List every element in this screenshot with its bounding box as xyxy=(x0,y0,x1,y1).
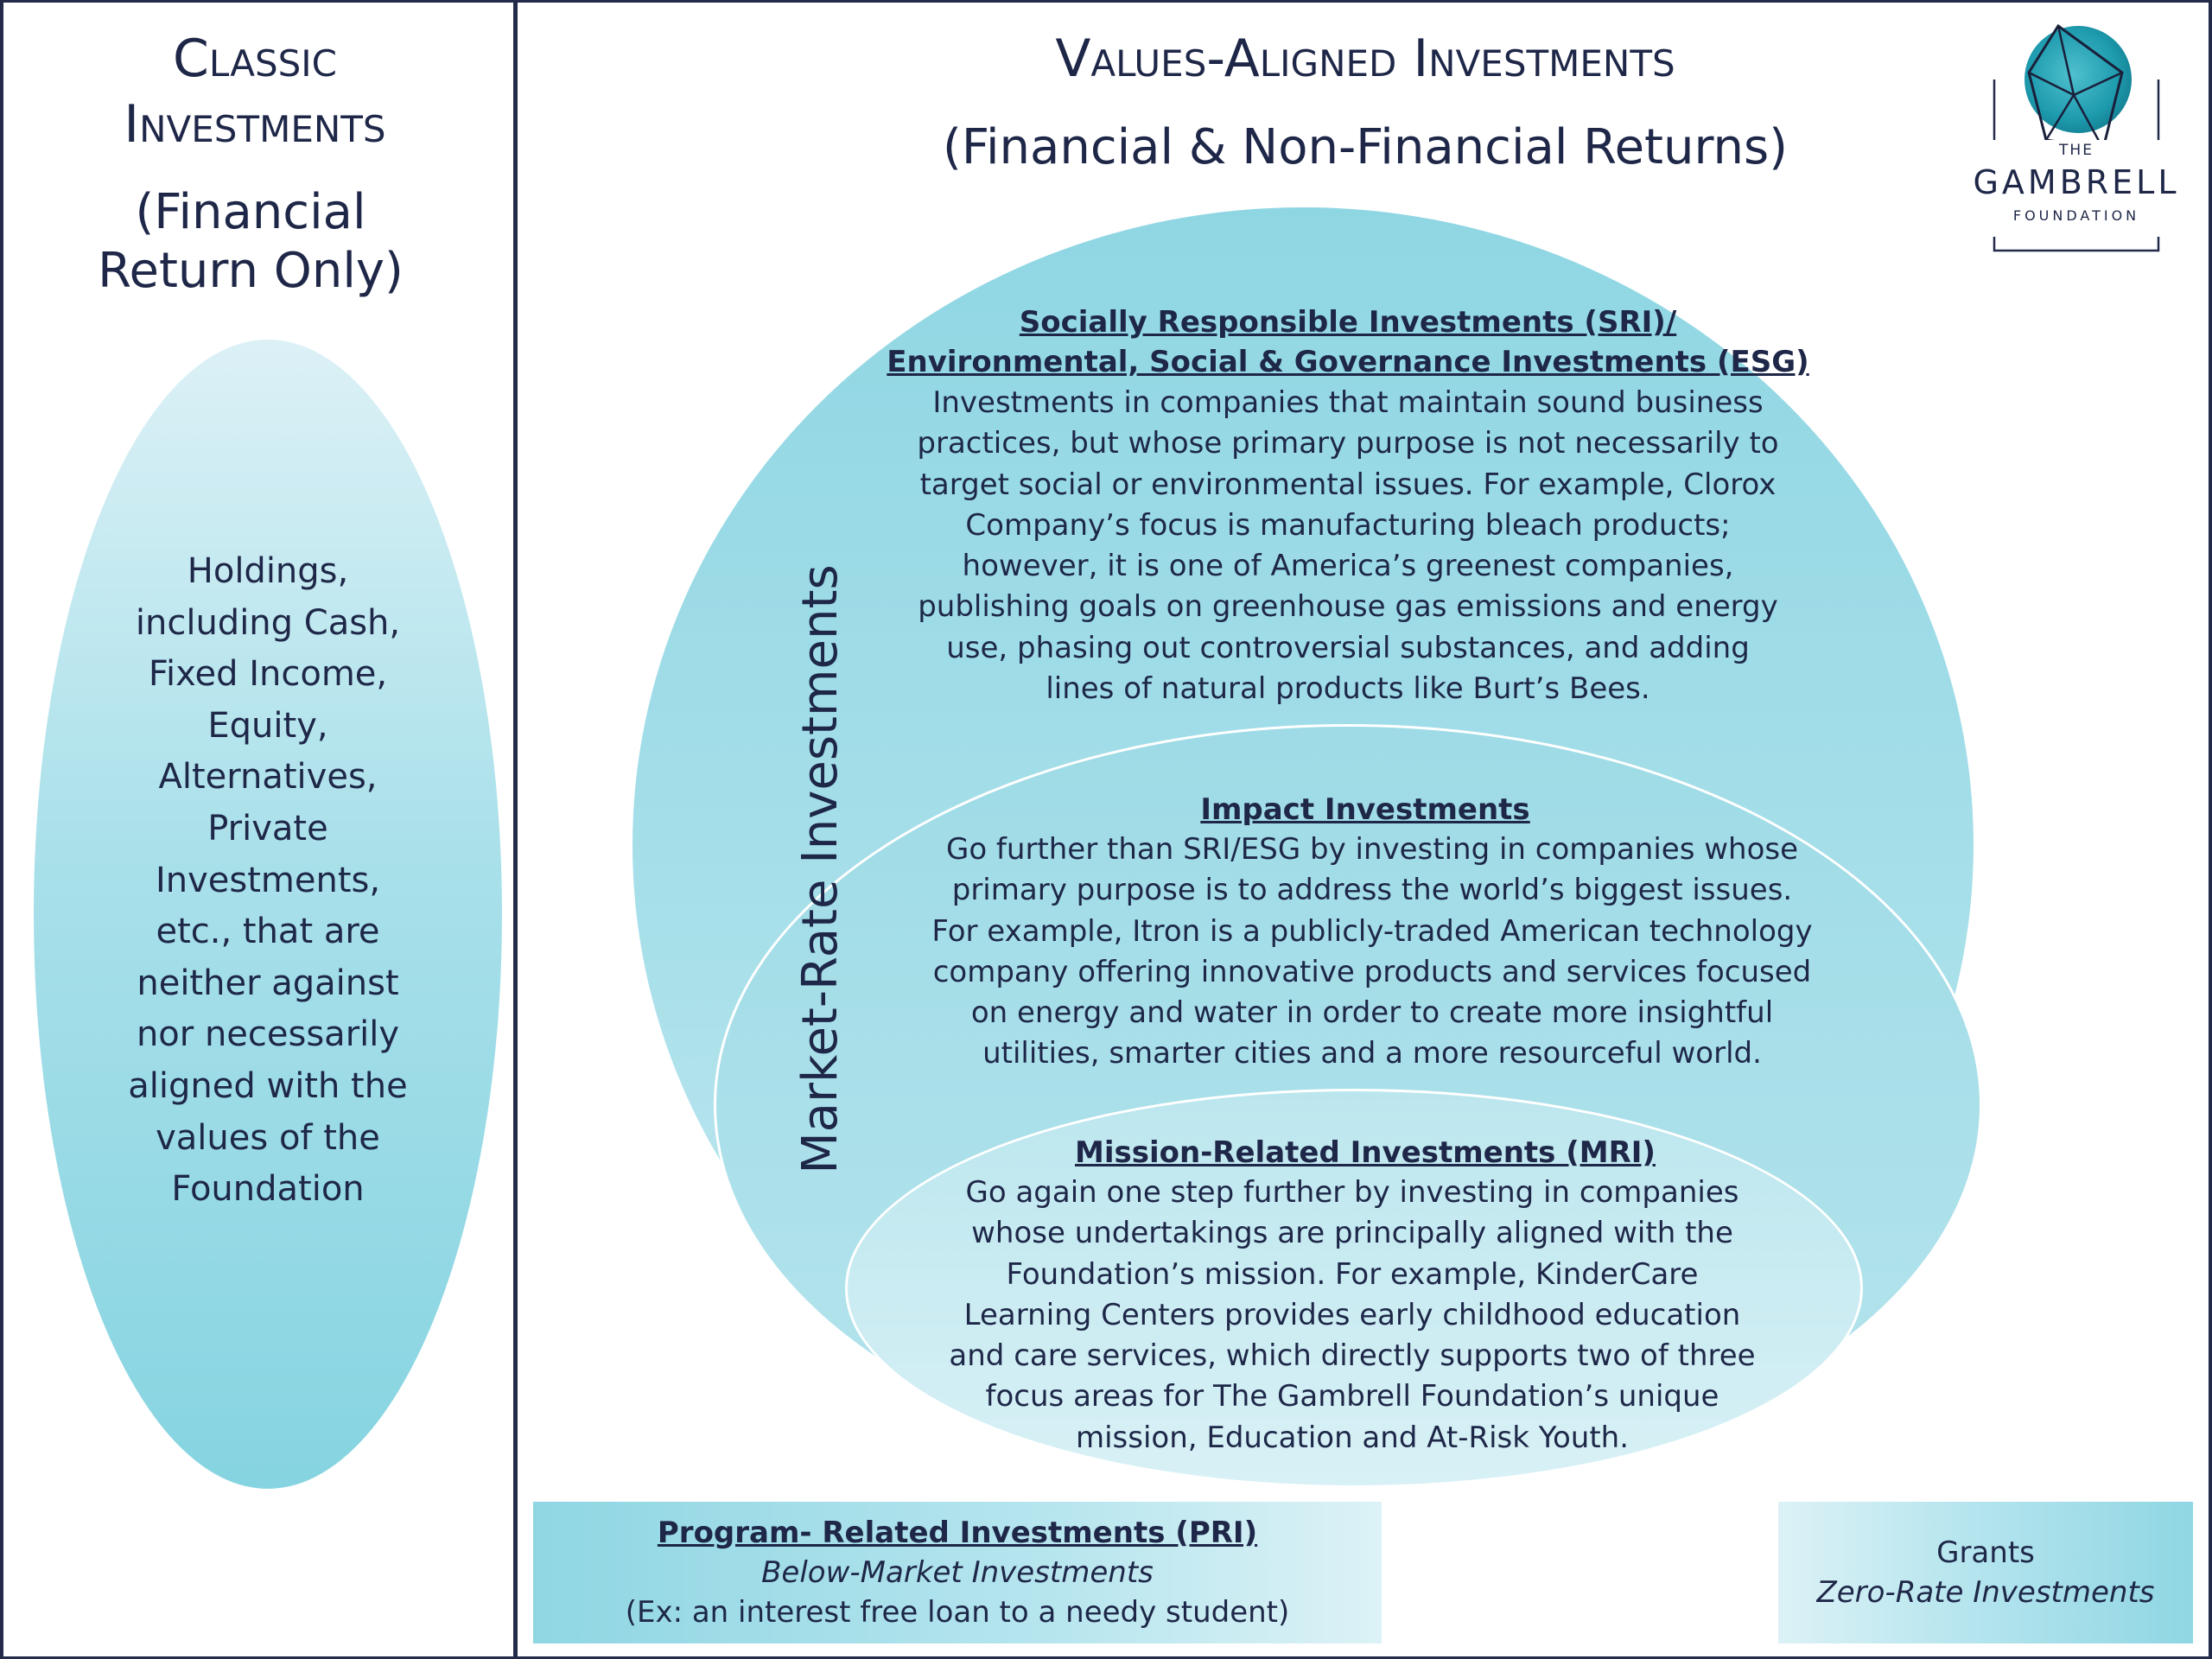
classic-ellipse-text: Holdings, including Cash, Fixed Income, Equity, Alternatives, Private Investments, etc., that are neither against nor necessarily aligned with the values of the Foundation xyxy=(128,551,408,1210)
market-rate-label: Market-Rate Investments xyxy=(792,564,849,1174)
frame-border-left xyxy=(0,0,3,1659)
gambrell-logo xyxy=(1961,19,2191,252)
classic-title-line2: Investments xyxy=(124,94,386,155)
pri-subheading: Below-Market Investments xyxy=(761,1555,1154,1590)
frame-border-top xyxy=(0,0,2212,3)
sri-body: Investments in companies that maintain sound business practices, but whose primary purpose is not necessarily to target social or environmental issues. For example, Clorox Company’s focus is manufacturing bleach products; however, it is one of America’s greenest companies, publishing goals on greenhouse gas emissions and energy use, phasing out controversial substances, and adding lines of natural products like Burt’s Bees. xyxy=(917,385,1779,707)
frame-border-right xyxy=(2209,0,2212,1659)
values-title: Values-Aligned Investments xyxy=(1055,29,1675,89)
impact-body: Go further than SRI/ESG by investing in companies whose primary purpose is to address the world’s biggest issues. For example, Itron is a publicly-traded American technology company offering innovative products and services focused on energy and water in order to create more insightful utilities, smarter cities and a more resourceful world. xyxy=(931,832,1813,1071)
sri-heading-line1: Socially Responsible Investments (SRI)/ xyxy=(1019,305,1677,340)
impact-heading: Impact Investments xyxy=(1200,792,1530,827)
column-divider xyxy=(513,0,518,1659)
logo-foundation: FOUNDATION xyxy=(2012,207,2140,224)
values-subtitle: (Financial & Non-Financial Returns) xyxy=(942,119,1789,175)
logo-the: THE xyxy=(2059,142,2094,159)
mri-heading: Mission-Related Investments (MRI) xyxy=(1075,1135,1656,1170)
mri-body: Go again one step further by investing in companies whose undertakings are principally aligned with the Foundation’s mission. For example, KinderCare Learning Centers provides early childhood education and care services, which directly supports two of three focus areas for The Gambrell Foundation’s unique mission, Education and At-Risk Youth. xyxy=(949,1175,1756,1455)
sri-heading-line2: Environmental, Social & Governance Investments (ESG) xyxy=(887,345,1809,379)
grants-subheading: Zero-Rate Investments xyxy=(1816,1575,2155,1610)
classic-title xyxy=(69,26,441,157)
grants-label: Grants xyxy=(1936,1535,2035,1570)
classic-subtitle: (Financial Return Only) xyxy=(98,184,404,299)
pri-heading: Program- Related Investments (PRI) xyxy=(657,1516,1258,1550)
pri-example: (Ex: an interest free loan to a needy student) xyxy=(625,1595,1290,1630)
logo-name: GAMBRELL xyxy=(1973,163,2180,201)
classic-title-line1: Classic xyxy=(172,29,338,89)
